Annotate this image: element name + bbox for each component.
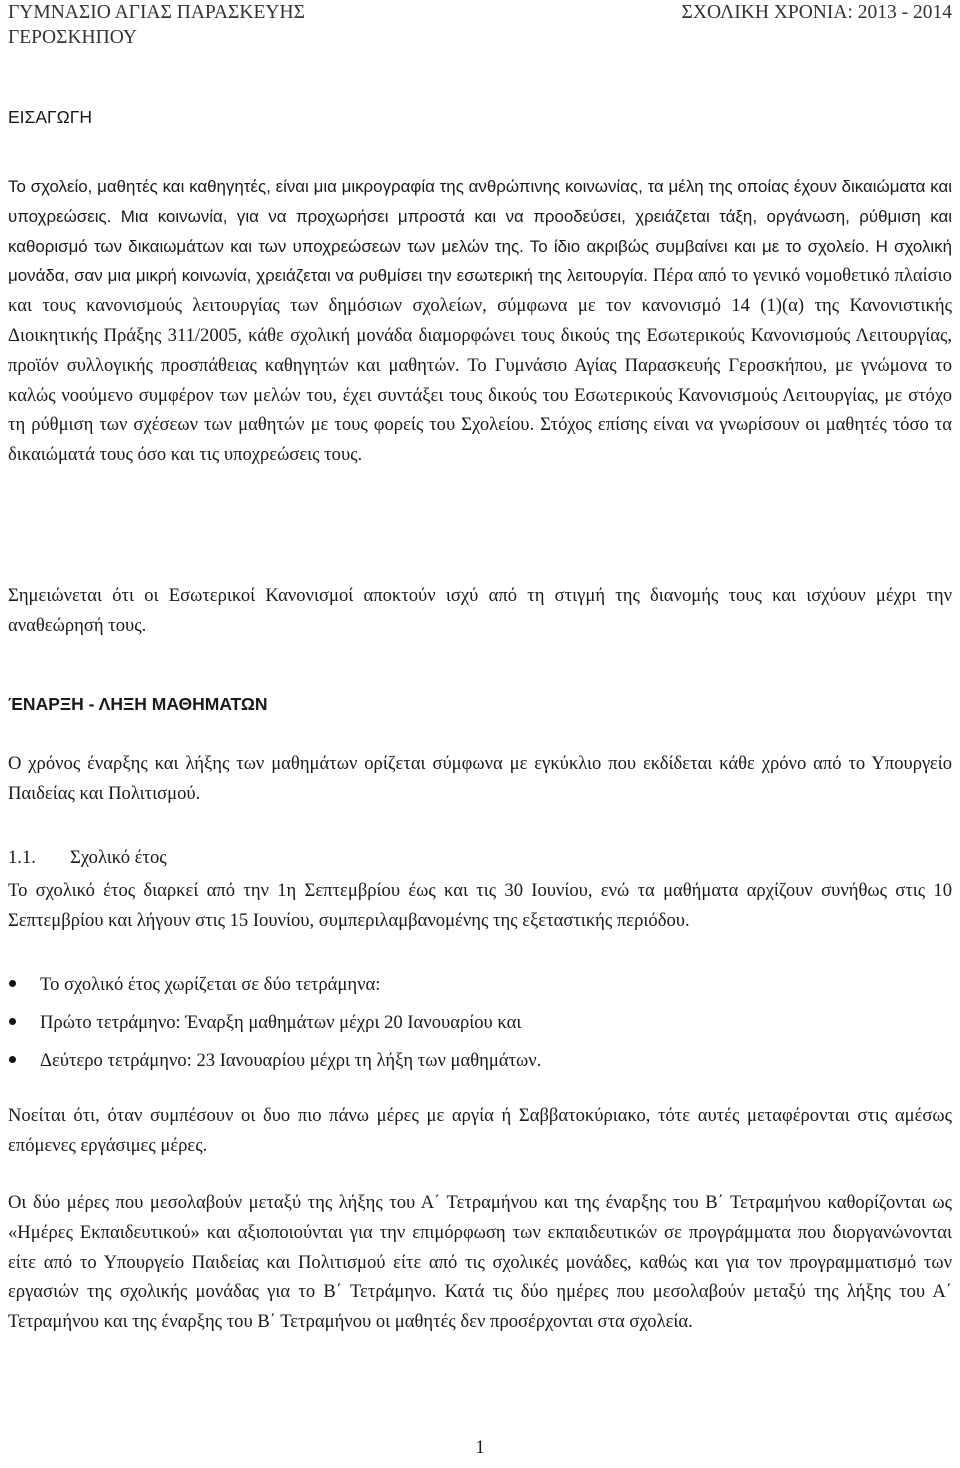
list-item <box>8 970 541 1008</box>
intro-paragraph <box>8 172 952 470</box>
section-title-lessons: ΈΝΑΡΞΗ - ΛΗΞΗ ΜΑΘΗΜΑΤΩΝ <box>8 694 268 714</box>
list-item <box>8 1046 541 1084</box>
school-year: ΣΧΟΛΙΚΗ ΧΡΟΝΙΑ: 2013 - 2014 <box>681 2 952 23</box>
term-bullet-list <box>8 970 541 1084</box>
page-number: 1 <box>475 1437 485 1458</box>
intro-paragraph-part2: Πέρα από το γενικό νομοθετικό πλαίσιο και τους κανονισμούς λειτουργίας των δημόσιων σχολείων, σύμφωνα με τον κανονισμό 14 (1)(α) της Κανονιστικής Διοικητικής Πράξης 311/2005, κάθε σχολική μονάδα διαμορφώνει τους δικούς της Εσωτερικούς Κανονισμούς Λειτουργίας, προϊόν συλλογικής προσπάθειας καθηγητών και μαθητών. Το Γυμνάσιο Αγίας Παρασκευής Γεροσκήπου, με γνώμονα το καλώς νοούμενο συμφέρον των μελών του, έχει συντάξει τους δικούς του Εσωτερικούς Κανονισμούς Λειτουργίας, με στόχο τη ρύθμιση των σχέσεων των μαθητών με τους φορείς του Σχολείου. Στόχος επίσης είναι να γνωρίσουν οι μαθητές τόσο τα δικαιώματά τους όσο και τις υποχρεώσεις τους. <box>8 265 952 466</box>
holiday-paragraph: Νοείται ότι, όταν συμπέσουν οι δυο πιο πάνω μέρες με αργία ή Σαββατοκύριακο, τότε αυτές μεταφέρονται στις αμέσως επόμενες εργάσιμες μέρες. <box>8 1105 952 1156</box>
subsection-heading <box>8 843 167 872</box>
teacher-days-paragraph: Οι δύο μέρες που μεσολαβούν μεταξύ της λήξης του Α΄ Τετραμήνου και της έναρξης του Β΄ Τετραμήνου καθορίζονται ως «Ημέρες Εκπαιδευτικού» και αξιοποιούνται για την επιμόρφωση των εκπαιδευτικών σε προγράμματα που διοργανώνονται είτε από το Υπουργείο Παιδείας και Πολιτισμού είτε από τις σχολικές μονάδες, καθώς και για τον προγραμματισμό των εργασιών της σχολικής μονάδας για το Β΄ Τετράμηνο. Κατά τις δύο ημέρες που μεσολαβούν μεταξύ της λήξης του Α΄ Τετραμήνου και της έναρξης του Β΄ Τετραμήνου οι μαθητές δεν προσέρχονται στα σχολεία. <box>8 1192 952 1333</box>
school-name-line1: ΓΥΜΝΑΣΙΟ ΑΓΙΑΣ ΠΑΡΑΣΚΕΥΗΣ <box>8 2 305 23</box>
bullet-icon <box>9 1056 16 1063</box>
intro-paragraph-part1: Το σχολείο, μαθητές και καθηγητές, είναι μια μικρογραφία της ανθρώπινης κοινωνίας, τα μέλη της οποίας έχουν δικαιώματα και υποχρεώσεις. Μια κοινωνία, για να προχωρήσει μπροστά και να προοδεύσει, χρειάζεται τάξη, οργάνωση, ρύθμιση και καθορισμό των δικαιωμάτων και των υποχρεώσεων των μελών της. Το ίδιο ακριβώς συμβαίνει και με το σχολείο. Η σχολική μονάδα, σαν μια μικρή κοινωνία, χρειάζεται να ρυθμίσει την εσωτερική της λειτουργία. <box>8 177 952 286</box>
validity-note-paragraph: Σημειώνεται ότι οι Εσωτερικοί Κανονισμοί αποκτούν ισχύ από τη στιγμή της διανομής τους και ισχύουν μέχρι την αναθεώρησή τους. <box>8 585 952 636</box>
bullet-icon <box>9 1018 16 1025</box>
list-item-text: Πρώτο τετράμηνο: Έναρξη μαθημάτων μέχρι 20 Ιανουαρίου και <box>40 1012 522 1033</box>
document-page <box>8 0 952 1468</box>
bullet-icon <box>9 980 16 987</box>
list-item <box>8 1008 541 1046</box>
subsection-number: 1.1. <box>8 847 36 868</box>
school-year-paragraph: Το σχολικό έτος διαρκεί από την 1η Σεπτεμβρίου έως και τις 30 Ιουνίου, ενώ τα μαθήματα αρχίζουν συνήθως στις 10 Σεπτεμβρίου και λήγουν στις 15 Ιουνίου, συμπεριλαμβανομένης της εξεταστικής περιόδου. <box>8 880 952 931</box>
school-name-line2: ΓΕΡΟΣΚΗΠΟΥ <box>8 27 137 48</box>
school-name <box>8 0 305 50</box>
list-item-text: Το σχολικό έτος χωρίζεται σε δύο τετράμηνα: <box>40 974 381 995</box>
list-item-text: Δεύτερο τετράμηνο: 23 Ιανουαρίου μέχρι τη λήξη των μαθημάτων. <box>40 1050 542 1071</box>
section-title-intro: ΕΙΣΑΓΩΓΗ <box>8 107 93 127</box>
lessons-start-paragraph: Ο χρόνος έναρξης και λήξης των μαθημάτων ορίζεται σύμφωνα με εγκύκλιο που εκδίδεται κάθε χρόνο από το Υπουργείο Παιδείας και Πολιτισμού. <box>8 753 952 804</box>
subsection-title: Σχολικό έτος <box>70 847 167 868</box>
